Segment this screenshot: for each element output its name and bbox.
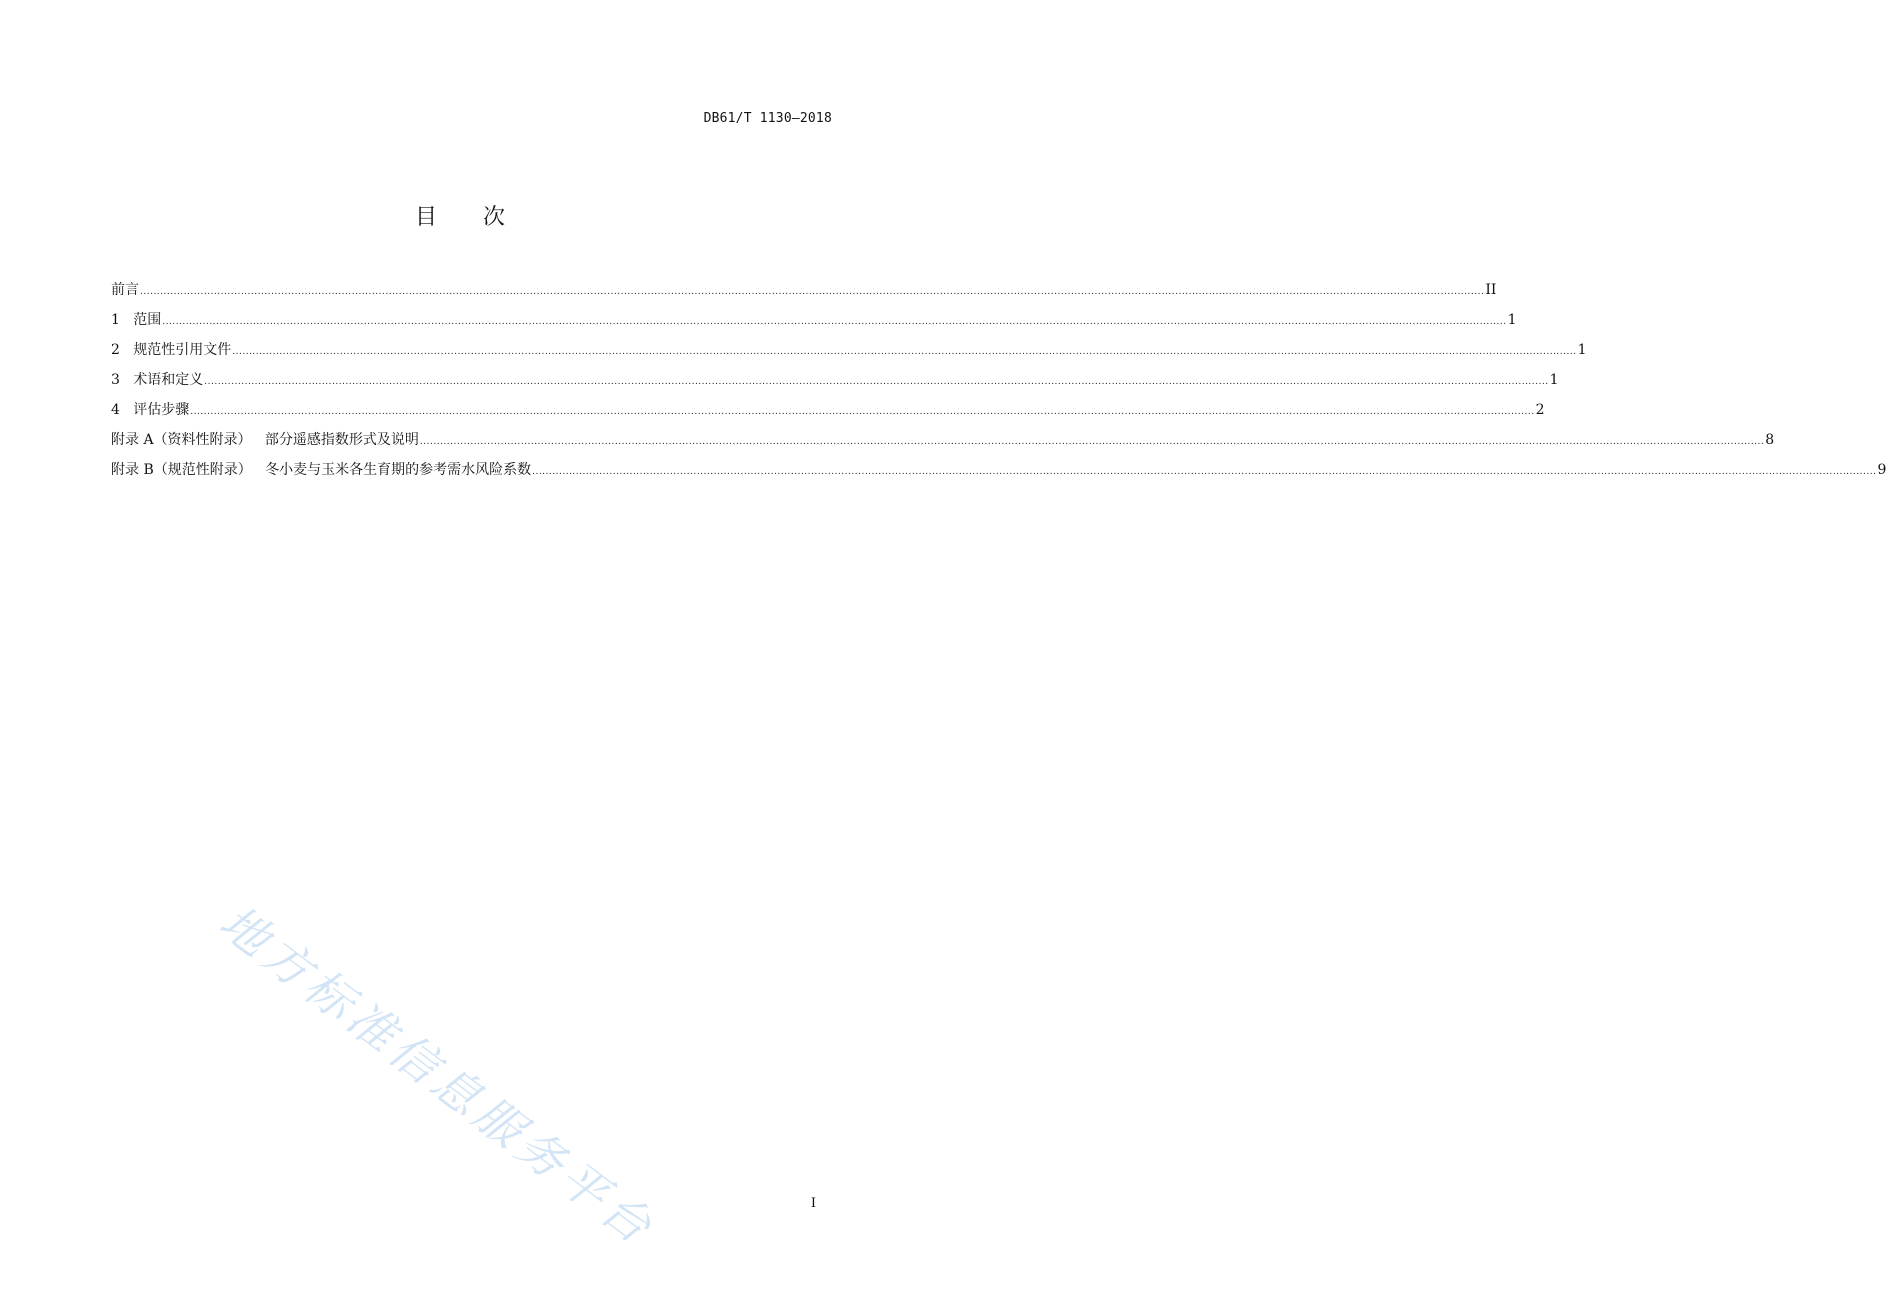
title-char-1: 目 bbox=[414, 205, 437, 230]
toc-leader-dots: ................................................................................................................................................................................................................................................................................................................................................................................................................ bbox=[419, 437, 1765, 447]
toc-leader-dots: ................................................................................................................................................................................................................................................................................................................................................................................................................ bbox=[232, 347, 1577, 357]
title-char-2: 次 bbox=[483, 205, 506, 230]
toc-entry-appendix-b[interactable] bbox=[111, 459, 1886, 489]
toc-entry-page: 1 bbox=[1549, 372, 1559, 388]
toc-leader-dots: ................................................................................................................................................................................................................................................................................................................................................................................................................ bbox=[532, 467, 1877, 477]
toc-entry-label: 1 范围 bbox=[111, 312, 162, 328]
toc-entry-page: 8 bbox=[1765, 432, 1775, 448]
toc-entry-assessment-steps[interactable] bbox=[111, 399, 1545, 429]
toc-entry-normative-references[interactable] bbox=[111, 339, 1587, 369]
toc-entry-label: 2 规范性引用文件 bbox=[111, 342, 232, 358]
toc-entry-scope[interactable] bbox=[111, 309, 1517, 339]
toc-entry-label: 4 评估步骤 bbox=[111, 402, 190, 418]
toc-entry-page: 2 bbox=[1535, 402, 1545, 418]
toc-leader-dots: ................................................................................................................................................................................................................................................................................................................................................................................................................ bbox=[162, 317, 1507, 327]
toc-entry-foreword[interactable] bbox=[111, 279, 1497, 309]
toc-entry-label: 前言 bbox=[111, 282, 139, 298]
toc-entry-page: 1 bbox=[1577, 342, 1587, 358]
toc-entry-terms-definitions[interactable] bbox=[111, 369, 1559, 399]
toc-entry-label: 附录 A（资料性附录） 部分遥感指数形式及说明 bbox=[111, 432, 419, 448]
page-title bbox=[0, 200, 920, 231]
page-number: I bbox=[810, 1196, 816, 1211]
toc-leader-dots: ................................................................................................................................................................................................................................................................................................................................................................................................................ bbox=[190, 407, 1535, 417]
toc-entry-page: 1 bbox=[1507, 312, 1517, 328]
table-of-contents bbox=[111, 279, 1886, 489]
standard-code: DB61/T 1130—2018 bbox=[703, 111, 832, 126]
toc-entry-label: 3 术语和定义 bbox=[111, 372, 204, 388]
toc-entry-page: II bbox=[1485, 282, 1497, 298]
toc-entry-appendix-a[interactable] bbox=[111, 429, 1775, 459]
toc-entry-page: 9 bbox=[1877, 462, 1886, 478]
toc-entry-label: 附录 B（规范性附录） 冬小麦与玉米各生育期的参考需水风险系数 bbox=[111, 462, 532, 478]
watermark: 地方标准信息服务平台 bbox=[209, 894, 666, 1258]
toc-leader-dots: ................................................................................................................................................................................................................................................................................................................................................................................................................ bbox=[140, 287, 1485, 297]
toc-leader-dots: ................................................................................................................................................................................................................................................................................................................................................................................................................ bbox=[204, 377, 1549, 387]
